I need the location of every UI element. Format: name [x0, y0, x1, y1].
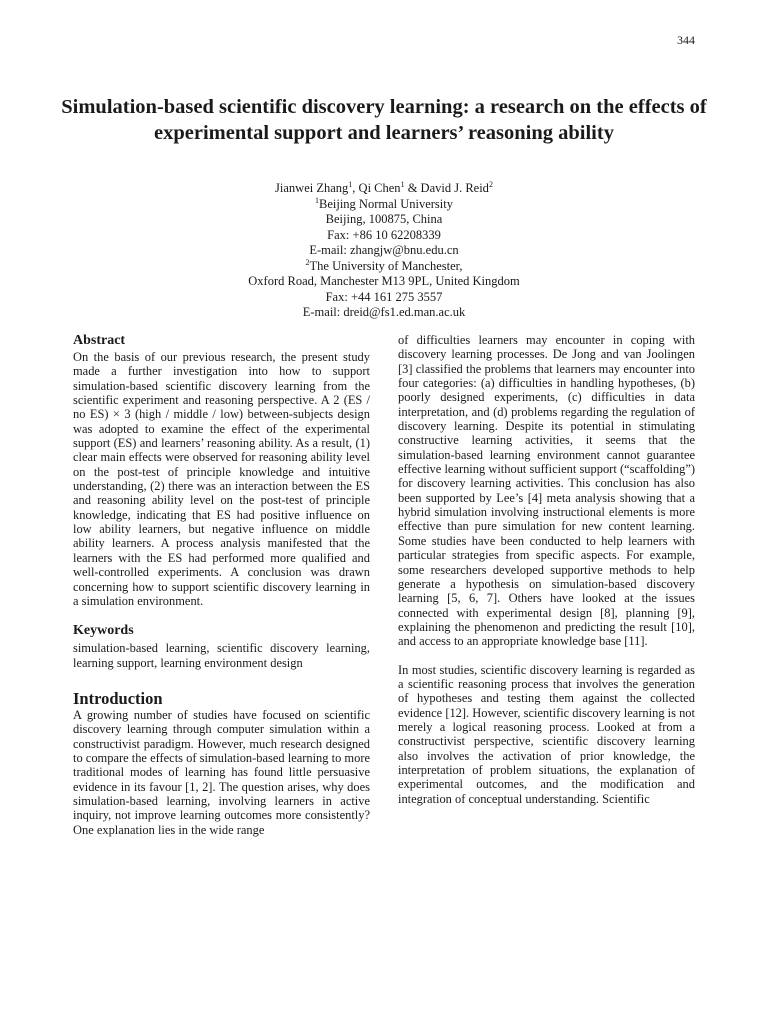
abstract-text: On the basis of our previous research, the present study made a further investigation into how to support simulation-based scientific discovery learning from the scientific experiment and reasoning perspective. A 2 (ES / no ES) × 3 (high / middle / low) between-subjects design was adopted to examine the effect of the experimental support (ES) and learners’ reasoning ability. As a result, (1) clear main effects were observed for reasoning ability level on the post-test of principle knowledge and intuitive understanding, (2) there was an interaction between the ES and reasoning ability level on the post-test of principle knowledge, indicating that ES had positive influence on low ability learners, but negative influence on middle ability learners. A process analysis manifested that the learners with the ES had performed more qualified and well-controlled experiments. A conclusion was drawn concerning how to support scientific discovery learning in a simulation environment.: [73, 350, 370, 608]
author-name: , Qi Chen: [352, 181, 401, 195]
affiliation-marker: 1: [348, 179, 353, 189]
abstract-heading: Abstract: [73, 333, 126, 348]
affiliation-2-name: $^2$The University of Manchester,: [305, 257, 463, 273]
author-block: [84, 181, 684, 321]
affiliation-2-email: E-mail: dreid@fs1.ed.man.ac.uk: [302, 305, 466, 319]
introduction-paragraph: A growing number of studies have focused on scientific discovery learning through computer simulation within a constructivist paradigm. However, much research designed to compare the effects of simulation-based learning to more traditional modes of learning has found little persuasive evidence in its favour [1, 2]. The question arises, why does simulation-based learning, involving learners in active inquiry, not improve learning outcomes more consistently? One explanation lies in the wide range: [73, 707, 370, 837]
left-column: [73, 333, 370, 837]
introduction-paragraph: In most studies, scientific discovery learning is regarded as a scientific reasoning process that involves the generation of hypotheses and testing them against the collected evidence [12]. However, scientific discovery learning is not merely a logical reasoning process. Looked at from a constructivist perspective, scientific discovery learning also involves the activation of prior knowledge, the interpretation of problem situations, the explanation of experimental outcomes, and the modification and integration of conceptual understanding. Scientific: [398, 662, 695, 806]
affiliation-marker: 2: [488, 179, 493, 189]
affiliation-marker: 2: [305, 257, 310, 267]
keywords-heading: Keywords: [73, 623, 134, 639]
affiliation-1-address: Beijing, 100875, China: [325, 212, 443, 226]
affiliation-1-email: E-mail: zhangjw@bnu.edu.cn: [309, 243, 459, 257]
affiliation-marker: 1: [400, 179, 405, 189]
affiliation-1-name: $^1$Beijing Normal University: [314, 195, 453, 211]
affiliation-2-fax: Fax: +44 161 275 3557: [325, 289, 443, 304]
author-name: Jianwei Zhang: [275, 181, 349, 195]
paper-title: Simulation-based scientific discovery learning: a research on the effects of experimental support and learners’ reasoning ability: [61, 96, 707, 144]
affiliation-2-address: Oxford Road, Manchester M13 9PL, United Kingdom: [248, 274, 520, 288]
introduction-paragraph-continued: of difficulties learners may encounter in coping with discovery learning processes. De Jong and van Joolingen [3] classified the problems that learners may encounter into four categories: (a) difficulties in handling hypotheses, (b) poorly designed experiments, (c) difficulties in data interpretation, and (d) problems regarding the regulation of discovery learning. Despite its potential in stimulating constructive learning activities, it seems that the simulation-based learning environment cannot guarantee effective learning without sufficient support (“scaffolding”) for discovery learning activities. This conclusion has also been supported by Lee’s [4] meta analysis showing that a hybrid simulation involving instructional elements is more effective than pure simulation for new content learning. Some studies have been conducted to help learners with particular strategies from specific aspects. For example, some researchers developed supportive methods to help generate a hypothesis on simulation-based discovery learning [5, 6, 7]. Others have looked at the issues connected with experimental design [8], planning [9], explaining the phenomenon and predicting the result [10], and access to an appropriate knowledge base [11].: [398, 333, 695, 649]
right-column: [398, 333, 695, 806]
keywords-text: simulation-based learning, scientific discovery learning, learning support, learning environment design: [73, 641, 370, 670]
affiliation-1-fax: Fax: +86 10 62208339: [327, 227, 441, 242]
affiliation-marker: 1: [314, 195, 319, 205]
author-name: & David J. Reid: [404, 181, 489, 195]
introduction-heading: Introduction: [73, 688, 163, 708]
author-names: [84, 181, 684, 197]
page-number: 344: [677, 33, 695, 47]
